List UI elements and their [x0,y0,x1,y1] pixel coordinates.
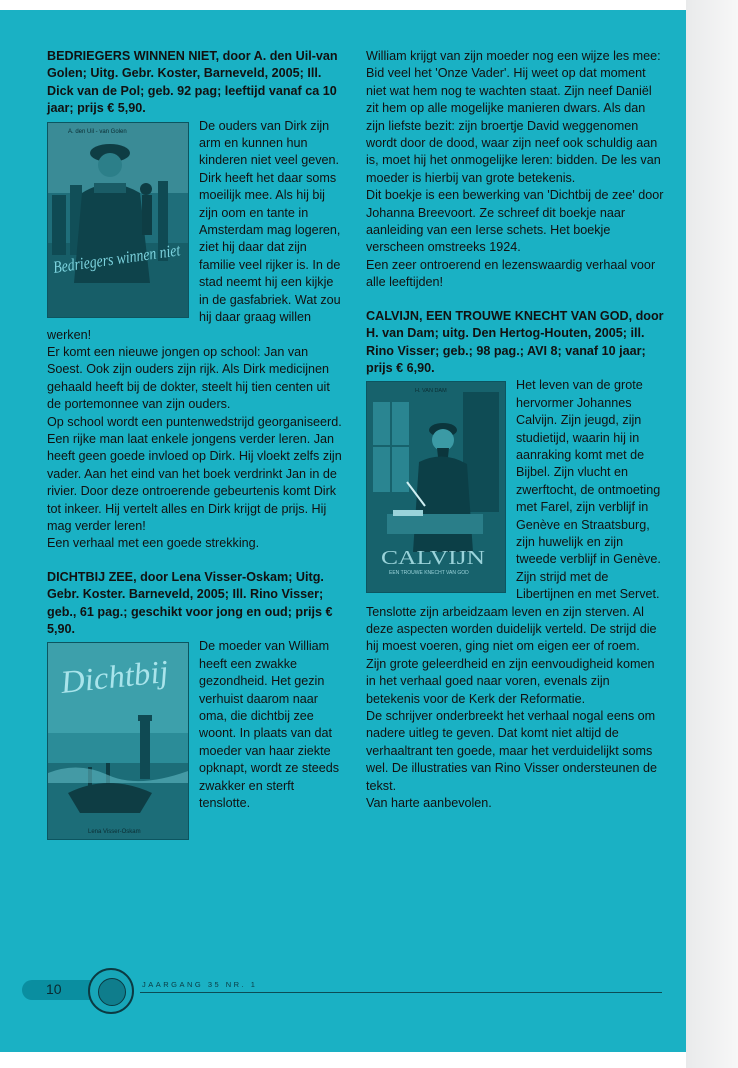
cover-dichtbij-image [48,643,188,839]
review-text-dichtbij-zee-continued: Een zeer ontroerend en lezenswaardig verhaal voor alle leeftijden! [366,257,656,290]
review-heading-bedriegers: BEDRIEGERS WINNEN NIET, door A. den Uil-van Golen; Uitg. Gebr. Koster, Barneveld, 2005; Ill. Dick van de Pol; geb. 92 pag; leeftijd vanaf ca 10 jaar; prijs € 5,90. [47,49,338,116]
review-text-calvijn: Tenslotte zijn arbeidzaam leven en zijn sterven. Al deze aspecten worden duidelijk verteld. De strijd die hij moest voeren, ging niet om eigen eer of roem. [366,604,657,654]
review-text-bedriegers: Een verhaal met een goede strekking. [47,536,260,551]
cover-dichtbij-zee [47,642,189,840]
section-spacer [366,292,666,308]
review-text-bedriegers: Er komt een nieuwe jongen op school: Jan van Soest. Ook zijn ouders zijn rijk. Als Dirk medicijnen gehaald heeft bij de dokter, steelt hij tien centen uit de portemonnee van zijn ouders. [47,344,330,412]
review-text-dichtbij-zee-continued: William krijgt van zijn moeder nog een wijze les mee: Bid veel het 'Onze Vader'. Hij weet op dat moment niet wat hem nog te wachten staat. Zijn neef Daniël zit hem op alle mogelijke manieren dwars. Als dan zijn liefste bezit: zijn broertje David weggenomen wordt door de dood, waar zijn neef ook schuldig aan is, moet hij het onmogelijke leren: bidden. De les van moeder is hierbij van grote betekenis. [366,49,661,185]
review-heading-dichtbij-zee: DICHTBIJ ZEE, door Lena Visser-Oskam; Uitg. Gebr. Koster. Barneveld, 2005; Ill. Rino Visser; geb., 61 pag.; geschikt voor jong en oud; prijs € 5,90. [47,569,333,636]
review-text-calvijn: De schrijver onderbreekt het verhaal nogal eens om nadere uitleg te geven. Dat komt niet altijd de verhaaltrant ten goede, maar het verduidelijkt soms wel. De illustraties van Rino Visser ondersteunen de tekst. [366,709,657,793]
cover-author-text: A. den Uil - van Golen [68,128,127,135]
review-text-calvijn: Het leven van de grote hervormer Johannes Calvijn. Zijn jeugd, zijn studietijd, waarin hij in aanraking komt met de Bijbel. Zijn vlucht en zwerftocht, de ontmoeting met Farel, zijn verblijf in Genève en Straatsburg, zijn huwelijk en zijn tweede verblijf in Genève. Zijn strijd met de Libertijnen en met Servet. [516,378,661,602]
volume-label: JAARGANG 35 NR. 1 [142,980,258,989]
page-edge-shadow [686,0,738,1068]
left-column [47,48,345,842]
cover-author-text: Lena Visser-Oskam [88,829,141,836]
right-column [366,48,666,812]
page-number: 10 [46,981,62,997]
cover-bedriegers-image [48,123,211,317]
cover-calvijn-image [367,382,505,592]
page-footer [22,958,662,1024]
cover-author-text: H. VAN DAM [415,388,447,395]
cover-bedriegers-winnen-niet [47,122,211,318]
cover-title-text: Dichtbij [58,653,168,701]
footer-rule [140,992,662,993]
magazine-emblem-icon [88,968,134,1014]
review-text-bedriegers: De ouders van Dirk zijn arm en kunnen hun kinderen niet veel geven. Dirk heeft het daar soms moeilijk mee. Als hij bij zijn oom en tante in Amsterdam mag logeren, ziet hij daar dat zijn familie veel rijker is. In de stad neemt hij een kijkje in de gasfabriek. Wat zou hij daar graag willen werken! [47,118,341,342]
review-text-calvijn: Zijn grote geleerdheid en zijn eenvoudigheid komen in het verhaal goed naar voren, evenals zijn betekenis voor de Kerk der Reformatie. [366,656,655,706]
cover-title-text: Bedriegers winnen niet [51,235,211,277]
review-text-dichtbij-zee: De moeder van William heeft een zwakke gezondheid. Het gezin verhuist daarom naar oma, die dichtbij zee woont. In plaats van dat moeder van haar ziekte opknapt, wordt ze steeds zwakker en sterft tenslotte. [199,639,340,811]
review-text-bedriegers: Op school wordt een puntenwedstrijd georganiseerd. Een rijke man laat enkele jongens verder leren. Jan heeft geen goede invloed op Dirk. Hij vloekt zelfs zijn vader. Aan het eind van het boek verdrinkt Jan in de rivier. Door deze ontroerende gebeurtenis komt Dirk tot inkeer. Hij vertelt alles en Dirk krijgt de prijs. Hij mag verder leren! [47,414,342,533]
review-text-dichtbij-zee-continued: Dit boekje is een bewerking van 'Dichtbij de zee' door Johanna Breevoort. Ze schreef dit boekje naar aanleiding van een Ierse schets. Het boekje verscheen omstreeks 1924. [366,188,664,255]
review-heading-calvijn: CALVIJN, EEN TROUWE KNECHT VAN GOD, door H. van Dam; uitg. Den Hertog-Houten, 2005; ill. Rino Visser; geb.; 98 pag.; AVI 8; vanaf 10 jaar; prijs € 6,90. [366,308,664,375]
section-spacer [47,553,345,569]
cover-title-text: CALVIJN [381,547,485,570]
cover-subtitle-text: EEN TROUWE KNECHT VAN GOD [389,570,469,577]
cover-calvijn [366,381,506,593]
review-text-calvijn: Van harte aanbevolen. [366,796,492,811]
